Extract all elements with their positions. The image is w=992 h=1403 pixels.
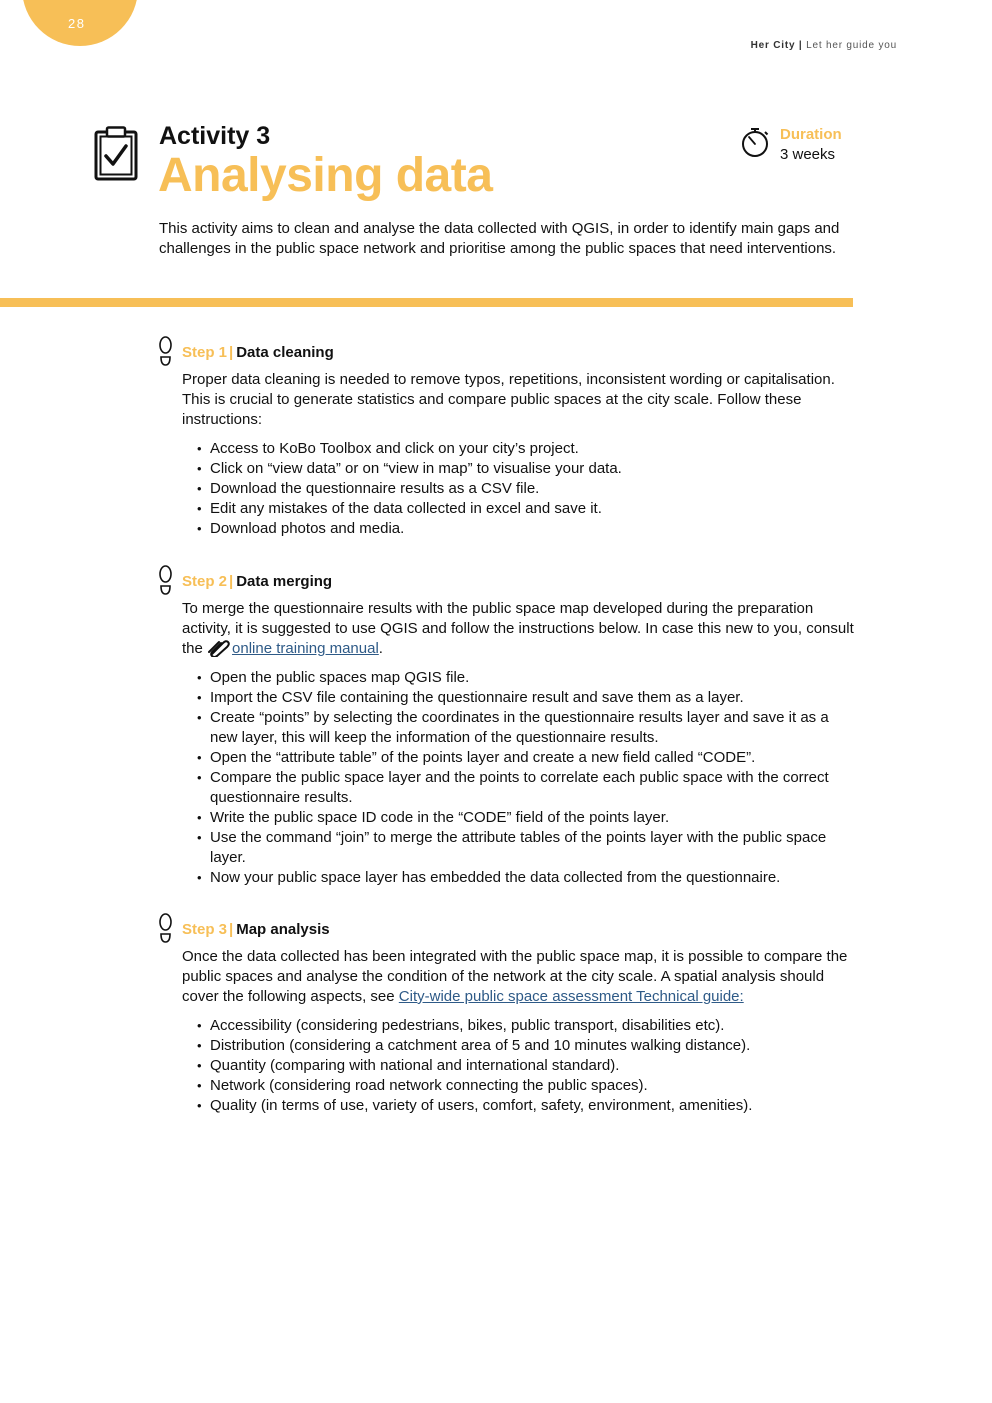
bullet-list [182,439,858,539]
list-item: • Create “points” by selecting the coordinates in the questionnaire results layer and save it as a new layer, this will keep the information of the questionnaire results. [197,709,829,746]
list-item: • Distribution (considering a catchment area of 5 and 10 minutes walking distance). [197,1037,751,1054]
section-divider [0,298,853,307]
list-item: • Network (considering road network connecting the public spaces). [197,1077,648,1094]
list-item: • Quantity (comparing with national and international standard). [197,1057,620,1074]
list-item: • Access to KoBo Toolbox and click on your city’s project. [197,440,579,457]
step-name: Data merging [236,573,333,590]
list-item: • Use the command “join” to merge the attribute tables of the points layer with the public space layer. [197,829,827,866]
step-title [182,573,332,590]
duration-label: Duration [780,126,842,143]
step-header [158,917,858,941]
list-item: • Quality (in terms of use, variety of users, comfort, safety, environment, amenities). [197,1097,753,1114]
step-separator: | [229,344,234,361]
step-number: Step 3 [182,921,228,938]
list-item: • Download photos and media. [197,520,405,537]
activity-label: Activity 3 [159,122,271,150]
page-number: 28 [68,16,86,31]
step-header [158,569,858,593]
technical-guide-link[interactable]: City-wide public space assessment Technical guide: [398,988,744,1005]
list-item: • Now your public space layer has embedded the data collected from the questionnaire. [197,869,781,886]
list-item: • Open the public spaces map QGIS file. [197,669,470,686]
running-header [751,40,897,51]
tagline: Let her guide you [806,40,897,51]
step-separator: | [229,573,234,590]
footprint-icon [158,565,174,597]
step-name: Data cleaning [236,344,334,361]
step-text: Once the data collected has been integrated with the public space map, it is possible to compare the public spaces and analyse the condition of the network at the city scale. A spatial analysis should cover the following aspects, see City-wide public space assessment Technical guide: [182,948,848,1005]
step-text: Proper data cleaning is needed to remove typos, repetitions, inconsistent wording or capitalisation. This is crucial to generate statistics and compare public spaces at the city scale. Follow these instructions: [182,371,835,428]
step-header [158,340,858,364]
step-number: Step 1 [182,344,228,361]
step-body [182,599,858,888]
footprint-icon [158,336,174,368]
bullet-list [182,668,858,888]
step-body [182,947,858,1116]
step-2 [158,569,858,888]
step-body [182,370,858,539]
step-text: To merge the questionnaire results with the public space map developed during the preparation activity, it is suggested to use QGIS and follow the instructions below. In case this new to you, consult the online training manual. [182,600,854,657]
brand-name: Her City | [750,40,803,51]
step-number: Step 2 [182,573,228,590]
activity-intro: This activity aims to clean and analyse the data collected with QGIS, in order to identify main gaps and challenges in the public space network and prioritise among the public spaces that need interventions. [159,220,840,257]
list-item: • Accessibility (considering pedestrians, bikes, public transport, disabilities etc). [197,1017,725,1034]
step-3 [158,917,858,1116]
list-item: • Click on “view data” or on “view in map” to visualise your data. [197,460,622,477]
list-item: • Edit any mistakes of the data collected in excel and save it. [197,500,602,517]
step-name: Map analysis [236,921,330,938]
step-title [182,344,334,361]
step-separator: | [229,921,234,938]
clipboard-check-icon [93,126,139,182]
step-1 [158,340,858,539]
list-item: • Compare the public space layer and the points to correlate each public space with the correct questionnaire results. [197,769,829,806]
bullet-list [182,1016,858,1116]
paperclip-icon [208,639,230,657]
stopwatch-icon [740,127,772,159]
list-item: • Download the questionnaire results as a CSV file. [197,480,540,497]
page-title: Analysing data [158,149,493,202]
duration-value: 3 weeks [780,146,836,163]
list-item: • Write the public space ID code in the “CODE” field of the points layer. [197,809,670,826]
footprint-icon [158,913,174,945]
online-training-manual-link[interactable]: online training manual [232,640,379,657]
list-item: • Import the CSV file containing the questionnaire result and save them as a layer. [197,689,744,706]
step-title [182,921,330,938]
list-item: • Open the “attribute table” of the points layer and create a new field called “CODE”. [197,749,756,766]
